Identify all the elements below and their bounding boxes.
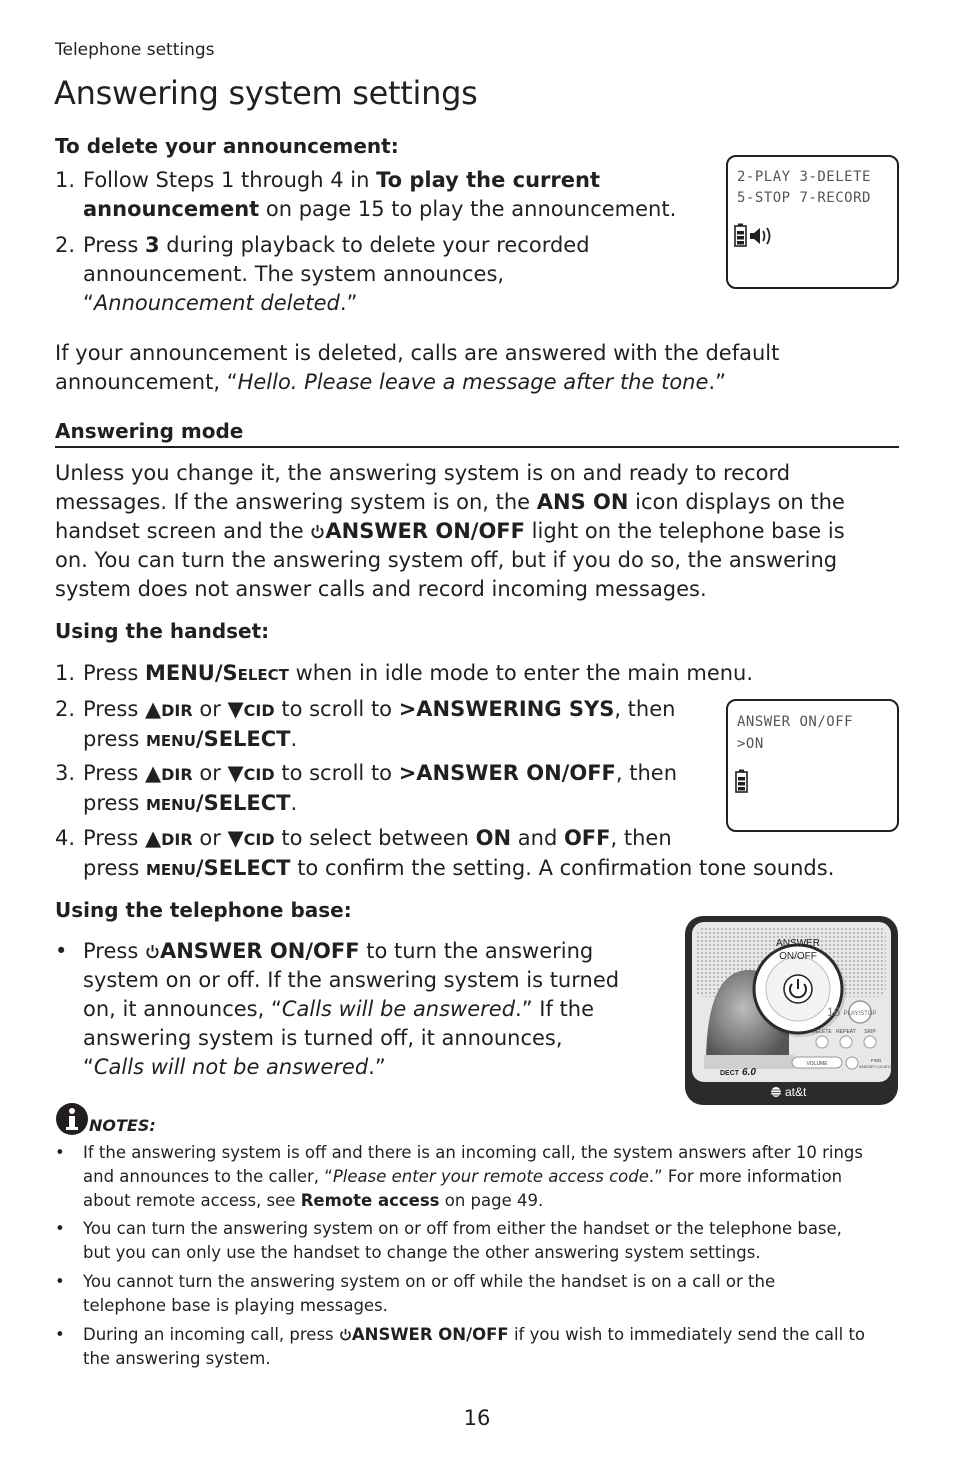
handset-step-2: 2. Press ▲DIR or ▼CID to scroll to >ANSWERING SYS, then press menu/SELECT. bbox=[55, 697, 676, 751]
delete-step-1: 1. Follow Steps 1 through 4 in To play the current announcement on page 15 to play the announcement. bbox=[55, 168, 677, 221]
handset-screen-answer-on-off bbox=[726, 699, 899, 832]
note-1: • If the answering system is off and there is an incoming call, the system answers after 10 rings and announces to the caller, “Please enter your remote access code.” For more information about remote access, see Remote access on page 49. bbox=[55, 1143, 864, 1210]
answering-mode-heading: Answering mode bbox=[55, 419, 244, 443]
handset-step-1: 1. Press MENU/Select when in idle mode to enter the main menu. bbox=[55, 661, 754, 685]
device-button-label-1: ANSWER bbox=[776, 938, 820, 949]
device-play-stop-label: PLAY/STOP bbox=[843, 1011, 877, 1017]
screen-line-1: 2-PLAY 3-DELETE bbox=[737, 169, 871, 185]
device-message-count: 16 bbox=[827, 1005, 841, 1019]
screen-line-2: >ON bbox=[737, 736, 764, 752]
up-arrow-icon: ▲ bbox=[144, 761, 162, 785]
device-find-label: FIND bbox=[870, 1058, 882, 1063]
page-number: 16 bbox=[463, 1406, 491, 1430]
device-skip-label: SKIP bbox=[864, 1029, 876, 1035]
power-icon bbox=[310, 524, 325, 539]
power-icon bbox=[339, 1328, 352, 1341]
delete-step-2: 2. Press 3 during playback to delete your recorded announcement. The system announces, “Announcement deleted.” bbox=[55, 233, 590, 315]
note-4: • During an incoming call, press ANSWER ON/OFF if you wish to immediately send the call to the answering system. bbox=[55, 1325, 866, 1368]
handset-screen-playback bbox=[726, 155, 899, 289]
power-icon bbox=[145, 944, 160, 959]
default-announcement-paragraph: If your announcement is deleted, calls are answered with the default announcement, “Hello. Please leave a message after the tone.” bbox=[55, 341, 780, 394]
base-heading: Using the telephone base: bbox=[55, 898, 352, 922]
down-arrow-icon: ▼ bbox=[227, 826, 244, 850]
page-title: Answering system settings bbox=[54, 74, 478, 112]
handset-heading: Using the handset: bbox=[55, 619, 270, 643]
delete-heading: To delete your announcement: bbox=[55, 134, 399, 158]
device-dect-version: 6.0 bbox=[742, 1067, 756, 1078]
answering-mode-paragraph: Unless you change it, the answering system is on and ready to record messages. If the answering system is on, the ANS ON icon displays on the handset screen and the ANSWER ON/OFF light on the telephone base is on. You can turn the answering system off, but if you do so, the answering system does not answer calls and record incoming messages. bbox=[55, 461, 845, 601]
notes-label: NOTES: bbox=[89, 1116, 156, 1135]
screen-line-2: 5-STOP 7-RECORD bbox=[737, 190, 871, 206]
up-arrow-icon: ▲ bbox=[144, 697, 162, 721]
handset-step-3: 3. Press ▲DIR or ▼CID to scroll to >ANSWER ON/OFF, then press menu/SELECT. bbox=[55, 761, 678, 815]
device-brand-logo: at&t bbox=[785, 1085, 807, 1099]
note-2: • You can turn the answering system on or off from either the handset or the telephone base, but you can only use the handset to change the other answering system settings. bbox=[55, 1219, 842, 1262]
device-button-label-2: ON/OFF bbox=[779, 951, 817, 962]
device-dect-label: DECT bbox=[720, 1070, 740, 1077]
down-arrow-icon: ▼ bbox=[227, 761, 244, 785]
device-locator-label: HANDSET LOCATOR bbox=[858, 1065, 894, 1069]
device-delete-label: DELETE bbox=[812, 1029, 832, 1035]
battery-speaker-icon bbox=[732, 223, 776, 249]
info-icon bbox=[55, 1102, 89, 1136]
device-volume-label: VOLUME bbox=[806, 1061, 828, 1067]
note-3: • You cannot turn the answering system on or off while the handset is on a call or the telephone base is playing messages. bbox=[55, 1272, 776, 1315]
screen-line-1: ANSWER ON/OFF bbox=[737, 714, 854, 730]
battery-icon bbox=[734, 769, 750, 795]
base-bullet: • Press ANSWER ON/OFF to turn the answering system on or off. If the answering system is turned on, it announces, “Calls will be answered.” If the answering system is turned off, it announces, “Calls will not be answered.” bbox=[55, 939, 620, 1079]
down-arrow-icon: ▼ bbox=[227, 697, 244, 721]
handset-step-4: 4. Press ▲DIR or ▼CID to select between ON and OFF, then press menu/SELECT to confirm the setting. A confirmation tone sounds. bbox=[55, 826, 835, 880]
up-arrow-icon: ▲ bbox=[144, 826, 162, 850]
telephone-base-illustration bbox=[684, 915, 899, 1106]
device-repeat-label: REPEAT bbox=[836, 1029, 856, 1035]
breadcrumb: Telephone settings bbox=[55, 40, 215, 60]
section-divider bbox=[55, 446, 899, 448]
